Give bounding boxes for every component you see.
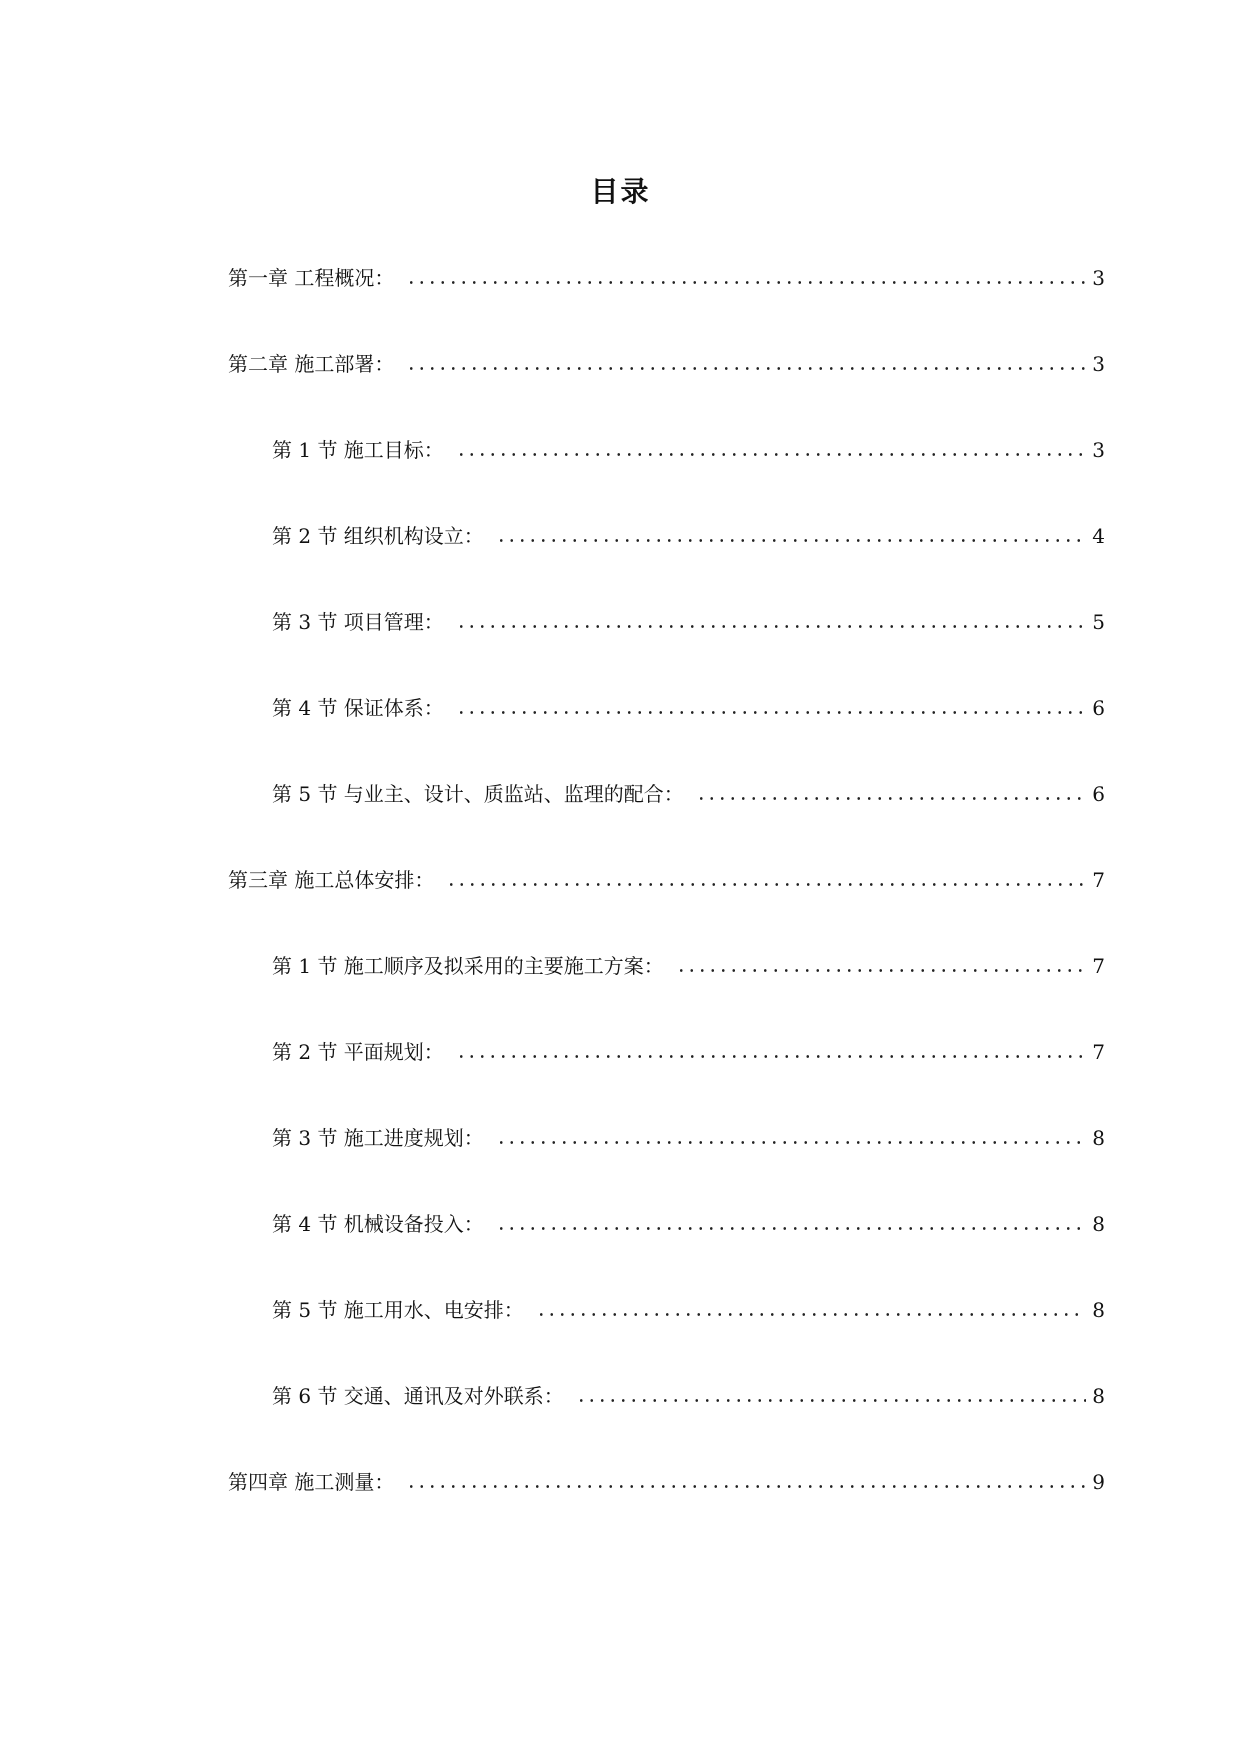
toc-entry-label: 第 6 节 交通、通讯及对外联系： <box>272 1384 564 1408</box>
toc-entry[interactable] <box>228 860 1105 900</box>
toc-entry-label: 第 4 节 机械设备投入： <box>272 1212 484 1236</box>
toc-entry-label: 第一章 工程概况： <box>228 266 395 290</box>
toc-entry-label: 第 1 节 施工目标： <box>272 438 444 462</box>
dot-leader <box>446 883 1086 886</box>
toc-entry-page: 8 <box>1092 1384 1105 1408</box>
dot-leader <box>406 281 1086 284</box>
toc-entry-page: 6 <box>1092 696 1105 720</box>
dot-leader <box>456 1055 1086 1058</box>
toc-entry-page: 8 <box>1092 1126 1105 1150</box>
dot-leader <box>696 797 1086 800</box>
dot-leader <box>406 1485 1086 1488</box>
dot-leader <box>496 539 1086 542</box>
toc-entry[interactable] <box>228 1462 1105 1502</box>
toc-entry-label: 第 4 节 保证体系： <box>272 696 444 720</box>
toc-entry[interactable] <box>272 1032 1105 1072</box>
toc-entry-page: 3 <box>1092 352 1105 376</box>
toc-entry[interactable] <box>272 688 1105 728</box>
dot-leader <box>456 625 1086 628</box>
toc-entry-label: 第 5 节 施工用水、电安排： <box>272 1298 524 1322</box>
dot-leader <box>406 367 1086 370</box>
toc-entry[interactable] <box>272 1290 1105 1330</box>
toc-entry-label: 第四章 施工测量： <box>228 1470 395 1494</box>
toc-entry[interactable] <box>272 1204 1105 1244</box>
dot-leader <box>576 1399 1086 1402</box>
toc-entry-page: 8 <box>1092 1212 1105 1236</box>
toc-entry-label: 第 2 节 平面规划： <box>272 1040 444 1064</box>
toc-entry[interactable] <box>272 602 1105 642</box>
toc-entry[interactable] <box>272 1376 1105 1416</box>
toc-entry[interactable] <box>272 774 1105 814</box>
toc-entry-page: 3 <box>1092 266 1105 290</box>
toc-entry-label: 第 3 节 施工进度规划： <box>272 1126 484 1150</box>
toc-entry[interactable] <box>272 516 1105 556</box>
dot-leader <box>676 969 1086 972</box>
dot-leader <box>456 711 1086 714</box>
page-title: 目录 <box>590 175 651 208</box>
toc-entry-page: 3 <box>1092 438 1105 462</box>
dot-leader <box>496 1141 1086 1144</box>
toc-entry[interactable] <box>272 430 1105 470</box>
toc-entry[interactable] <box>228 258 1105 298</box>
toc-entry-page: 7 <box>1092 868 1105 892</box>
toc-entry-label: 第 2 节 组织机构设立： <box>272 524 484 548</box>
dot-leader <box>456 453 1086 456</box>
toc-entry-page: 7 <box>1092 954 1105 978</box>
toc-entry-label: 第 5 节 与业主、设计、质监站、监理的配合： <box>272 782 684 806</box>
toc-entry-label: 第三章 施工总体安排： <box>228 868 435 892</box>
toc-entry-page: 9 <box>1092 1470 1105 1494</box>
toc-entry[interactable] <box>228 344 1105 384</box>
toc-entry-label: 第 3 节 项目管理： <box>272 610 444 634</box>
toc-entry-label: 第 1 节 施工顺序及拟采用的主要施工方案： <box>272 954 664 978</box>
toc-entry[interactable] <box>272 1118 1105 1158</box>
toc-entry-page: 4 <box>1092 524 1105 548</box>
toc-entry-label: 第二章 施工部署： <box>228 352 395 376</box>
dot-leader <box>536 1313 1086 1316</box>
toc-entry[interactable] <box>272 946 1105 986</box>
toc-entry-page: 8 <box>1092 1298 1105 1322</box>
dot-leader <box>496 1227 1086 1230</box>
toc-entry-page: 5 <box>1092 610 1105 634</box>
toc-entry-page: 6 <box>1092 782 1105 806</box>
toc-entry-page: 7 <box>1092 1040 1105 1064</box>
